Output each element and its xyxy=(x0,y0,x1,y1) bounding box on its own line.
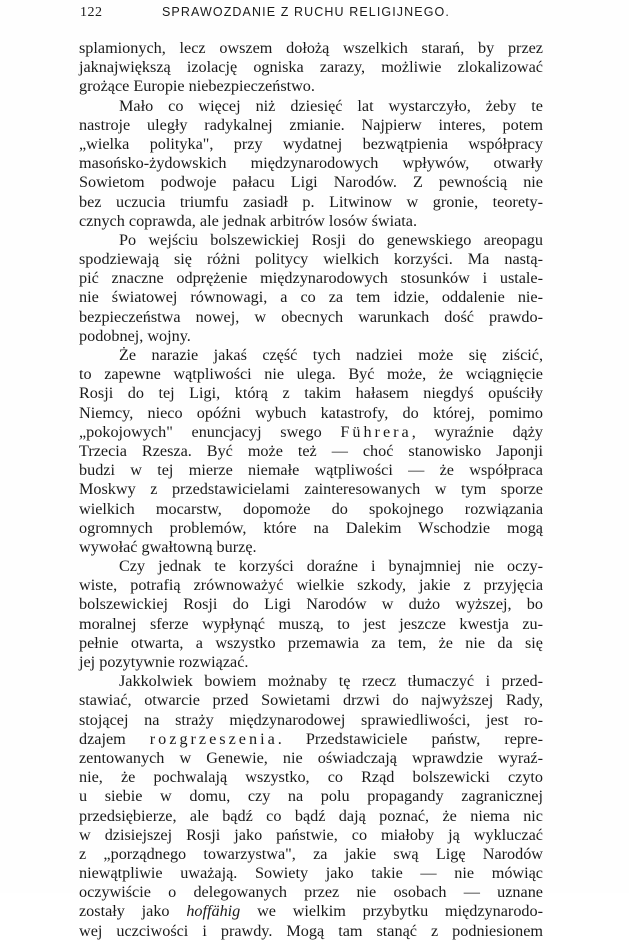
text-line: pełnie otwarta, a wszystko przemawia za tem, że nie da się xyxy=(79,633,543,652)
text-line: oczywiście o delegowanych przez nie osobach — uznane xyxy=(79,883,543,902)
text-line: Niemcy, nieco opóźni wybuch katastrofy, do której, pomimo xyxy=(79,403,543,422)
text-line: wiste, potrafią zrównoważyć wielkie szkody, jakie z przyjęcia xyxy=(79,576,543,595)
text-line: bez uczucia triumfu zasiadł p. Litwinow w gronie, teorety- xyxy=(79,192,543,211)
text-line: niewątpliwie uważają. Sowiety jako takie — nie mówiąc xyxy=(79,864,543,883)
text-line: jaknajwiększą izolację ogniska zarazy, możliwie zlokalizować xyxy=(79,58,543,77)
text-line: wywołać gwałtowną burzę. xyxy=(79,537,257,556)
text-line: stojącej na straży międzynarodowej sprawiedliwości, jest ro- xyxy=(79,710,543,729)
text-line: zostały jako hoffähig we wielkim przybytku międzynarodo- xyxy=(79,902,543,921)
paragraph-start-line: Że narazie jakaś część tych nadziei może się ziścić, xyxy=(119,346,543,364)
paragraph-start-line: Mało co więcej niż dziesięć lat wystarczyło, żeby te xyxy=(119,96,543,115)
text-line: dzajem rozgrzeszenia. Przedstawiciele państw, repre- xyxy=(79,729,543,748)
text-line: stawiać, otwarcie przed Sowietami drzwi do najwyższej Rady, xyxy=(79,691,543,710)
text-line: pić znaczne odprężenie międzynarodowych stosunków i ustale- xyxy=(79,269,543,288)
body-text xyxy=(79,39,543,941)
text-line: Trzecia Rzesza. Być może też — choć stanowisko Japonji xyxy=(79,441,543,460)
text-line: cznych coprawda, ale jednak arbitrów losów świata. xyxy=(79,211,418,230)
text-line: u siebie w domu, czy na polu propagandy zagranicznej xyxy=(79,787,543,806)
text-line: nie światowej równowagi, a co za tem idzie, oddalenie nie- xyxy=(79,288,543,307)
text-line: przedsiębierze, ale bądź co bądź dają poznać, że niema nic xyxy=(79,806,543,825)
page-number: 122 xyxy=(80,5,103,20)
text-line: moralnej sferze wypłynąć muszą, to jest jeszcze kwestja zu- xyxy=(79,614,543,633)
text-line: masońsko-żydowskich międzynarodowych wpływów, otwarły xyxy=(79,154,543,173)
text-line: nastroje uległy radykalnej zmianie. Najpierw interes, potem xyxy=(79,115,543,134)
text-line: w dzisiejszej Rosji jako państwie, co miałoby ją wykluczać xyxy=(79,825,543,844)
text-line: to zapewne wątpliwości nie ulega. Być może, że wciągnięcie xyxy=(79,365,543,384)
text-line: budzi w tej mierze niemałe wątpliwości — że współpraca xyxy=(79,461,543,480)
text-line: „pokojowych" enuncjacyj swego Führera, wyraźnie dąży xyxy=(79,422,543,441)
text-line: z „porządnego towarzystwa", za jakie swą Ligę Narodów xyxy=(79,844,543,863)
text-line: grożące Europie niebezpieczeństwo. xyxy=(79,77,315,96)
running-title: SPRAWOZDANIE Z RUCHU RELIGIJNEGO. xyxy=(162,5,450,19)
italic-word: hoffähig xyxy=(186,902,241,921)
text-line: ogromnych problemów, które na Dalekim Wschodzie mogą xyxy=(79,518,543,537)
text-line: splamionych, lecz owszem dołożą wszelkich starań, by przez xyxy=(79,39,543,57)
text-line: nie, że pochwalają wszystko, co Rząd bolszewicki czyto xyxy=(79,768,543,787)
text-line: Sowietom podwoje pałacu Ligi Narodów. Z pewnością nie xyxy=(79,173,543,192)
paragraph-start-line: Po wejściu bolszewickiej Rosji do genewskiego areopagu xyxy=(119,230,543,249)
text-line: wielkich mocarstw, dopomoże do spokojnego rozwiązania xyxy=(79,499,543,518)
paragraph-start-line: Czy jednak te korzyści doraźne i bynajmniej nie oczy- xyxy=(119,557,543,576)
spaced-word: Führera xyxy=(340,422,412,441)
text-line: Rosji do tej Ligi, którą z takim hałasem niegdyś opuściły xyxy=(79,384,543,403)
text-line: „wielka polityka", przy wydatnej bezwątpienia współpracy xyxy=(79,134,543,153)
text-line: jej pozytywnie rozwiązać. xyxy=(79,653,249,671)
paragraph-start-line: Jakkolwiek bowiem możnaby tę rzecz tłumaczyć i przed- xyxy=(119,672,543,691)
text-line: spodziewają się różni politycy wielkich korzyści. Ma nastą- xyxy=(79,250,543,269)
text-line: wej uczciwości i prawdy. Mogą tam stanąć z podniesionem xyxy=(79,921,543,940)
text-line: bezpieczeństwa nowej, w obecnych warunkach dość prawdo- xyxy=(79,307,543,326)
spaced-word: rozgrzeszenia xyxy=(149,729,278,748)
text-line: podobnej, wojny. xyxy=(79,326,191,345)
text-line: Moskwy z przedstawicielami zainteresowanych w tym sporze xyxy=(79,480,543,499)
text-line: zentowanych w Genewie, nie oświadczają wprawdzie wyraź- xyxy=(79,748,543,767)
page-header xyxy=(80,5,550,25)
text-line: bolszewickiej Rosji do Ligi Narodów w dużo wyższej, bo xyxy=(79,595,543,614)
